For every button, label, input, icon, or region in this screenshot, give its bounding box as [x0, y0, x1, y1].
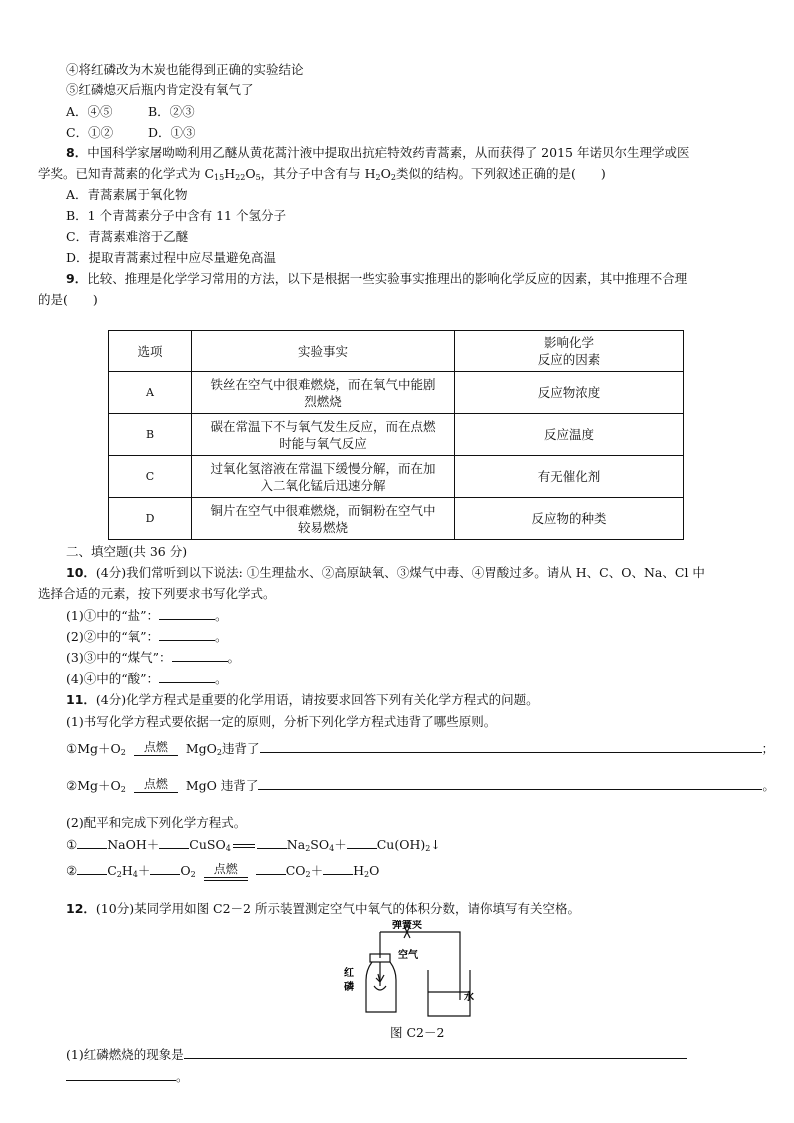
sub: 2 [390, 173, 396, 182]
row-fact-1: 铜片在空气中很难燃烧，而铜粉在空气中 [210, 502, 436, 518]
q11-part2: (2)配平和完成下列化学方程式。 [66, 815, 247, 830]
q10-part3-label: (3)③中的“煤气”： [66, 650, 172, 665]
row-fact-1: 铁丝在空气中很难燃烧，而在氧气中能剧 [210, 376, 436, 392]
b1-so: SO [310, 837, 330, 852]
equation-bar [134, 792, 178, 795]
header-factor [455, 331, 684, 372]
row-fact [192, 414, 455, 456]
plus: ＋ [137, 863, 151, 878]
q12-line1 [66, 900, 580, 917]
row-fact-2: 烈燃烧 [304, 393, 342, 409]
q9-number: 9． [66, 271, 88, 286]
q9-line1 [66, 270, 687, 287]
q7-item4: ④将红磷改为木炭也能得到正确的实验结论 [66, 62, 304, 77]
b2-h2: H [353, 863, 365, 878]
header-factor-2: 反应的因素 [537, 352, 601, 367]
row-fact [192, 498, 455, 540]
section-title: 二、填空题(共 36 分) [66, 544, 188, 559]
sub: 2 [305, 844, 311, 853]
coefficient-blank[interactable] [77, 836, 107, 849]
table-header-row [109, 331, 684, 372]
eq2-reactants: ②Mg＋O [66, 778, 121, 793]
eq2-product: MgO 违背了 [185, 778, 259, 793]
q11-balance-1 [66, 836, 441, 853]
period: 。 [215, 608, 228, 623]
row-option: D [109, 498, 192, 540]
b2-o-water: O [369, 863, 380, 878]
sub: 2 [425, 844, 431, 853]
q8-text2a: 学奖。已知青蒿素的化学式为 C [38, 166, 215, 181]
elem: O [245, 166, 256, 181]
q11-line1 [66, 691, 539, 708]
row-fact [192, 456, 455, 498]
sub: 2 [364, 870, 370, 879]
sub: 2 [190, 870, 196, 879]
eq1-product: MgO [185, 741, 217, 756]
row-fact-1: 碳在常温下不与氧气发生反应，而在点燃 [210, 418, 436, 434]
label-water: 水 [464, 992, 474, 1003]
coefficient-blank[interactable] [159, 836, 189, 849]
b2-h: H [121, 863, 133, 878]
q10-part1-label: (1)①中的“盐”： [66, 608, 159, 623]
table-row [109, 498, 684, 540]
q10-part2-label: (2)②中的“氧”： [66, 629, 159, 644]
q10-line1 [66, 564, 705, 581]
b2-index: ② [66, 863, 78, 878]
row-factor: 有无催化剂 [455, 456, 684, 498]
condition-text: 点燃 [213, 861, 238, 876]
sub: 2 [120, 748, 126, 757]
condition-text: 点燃 [143, 777, 168, 791]
elem: H [224, 166, 236, 181]
b2-co: CO [285, 863, 306, 878]
answer-blank[interactable] [159, 607, 215, 620]
gas-bottle [366, 962, 396, 1012]
q11-equation-2 [66, 775, 775, 797]
precipitate-arrow-icon: ↓ [430, 837, 441, 852]
q7-option-b: B．②③ [148, 104, 195, 119]
q8-text2c: 类似的结构。下列叙述正确的是( ) [395, 166, 606, 181]
header-fact: 实验事实 [192, 331, 455, 372]
q10-part4-label: (4)④中的“酸”： [66, 671, 159, 686]
b1-cuso: CuSO [189, 837, 226, 852]
q8-option-c: C．青蒿素难溶于乙醚 [66, 229, 189, 244]
sub: 4 [329, 844, 335, 853]
sub: 22 [235, 173, 246, 182]
q8-option-b: B．1 个青蒿素分子中含有 11 个氢分子 [66, 208, 286, 223]
sub: 2 [375, 173, 381, 182]
row-option: A [109, 372, 192, 414]
elem: O [380, 166, 391, 181]
sub: 5 [255, 173, 261, 182]
sub: 15 [214, 173, 225, 182]
b2-c: C [107, 863, 117, 878]
label-red-phosphorus-1: 红 [344, 968, 354, 979]
q8-option-a: A．青蒿素属于氧化物 [66, 187, 188, 202]
sub: 2 [305, 870, 311, 879]
period: 。 [227, 650, 241, 665]
row-fact-1: 过氧化氢溶液在常温下缓慢分解，而在加 [210, 460, 436, 476]
b1-naoh: NaOH＋ [107, 837, 160, 852]
q11-number: 11． [66, 692, 96, 707]
q10-number: 10． [66, 565, 96, 580]
combustion-spoon [374, 986, 386, 990]
coefficient-blank[interactable] [347, 836, 377, 849]
q11-line2: (1)书写化学方程式要依据一定的原则，分析下列化学方程式违背了哪些原则。 [66, 714, 497, 729]
q9-line2: 的是( ) [38, 292, 98, 307]
reaction-condition [134, 778, 178, 795]
row-fact-2: 入二氧化锰后迅速分解 [260, 477, 386, 493]
q7-option-c: C．①② [66, 125, 114, 140]
sub: 2 [116, 870, 122, 879]
q11-equation-1 [66, 738, 774, 760]
q9-text: 比较、推理是化学学习常用的方法，以下是根据一些实验事实推理出的影响化学反应的因素，其中推理不合理 [87, 271, 688, 286]
coefficient-blank[interactable] [257, 836, 287, 849]
q7-option-d: D．①③ [148, 125, 196, 140]
answer-blank[interactable] [66, 1068, 176, 1081]
header-factor-1: 影响化学 [543, 335, 594, 350]
row-factor: 反应物的种类 [455, 498, 684, 540]
answer-blank[interactable] [260, 740, 762, 753]
label-spring-clamp: 弹簧夹 [392, 920, 422, 931]
q10-line2: 选择合适的元素，按下列要求书写化学式。 [38, 586, 276, 601]
q9-table [108, 330, 684, 540]
row-fact [192, 372, 455, 414]
period: 。 [176, 1069, 189, 1084]
label-air: 空气 [398, 950, 418, 961]
answer-blank[interactable] [184, 1046, 687, 1059]
q10-part1 [66, 607, 228, 624]
sub: 2 [120, 785, 126, 794]
q7-option-a: A．④⑤ [66, 104, 113, 119]
row-factor: 反应物浓度 [455, 372, 684, 414]
answer-blank[interactable] [159, 670, 215, 683]
q10-part3 [66, 649, 240, 666]
answer-blank[interactable] [258, 777, 762, 790]
period: 。 [215, 671, 228, 686]
semicolon: ； [761, 741, 775, 756]
q12-part1 [66, 1046, 687, 1063]
plus: ＋ [310, 863, 324, 878]
condition-text: 点燃 [143, 740, 168, 754]
coefficient-blank[interactable] [150, 862, 180, 875]
b1-na: Na [286, 837, 306, 852]
q10-part2 [66, 628, 228, 645]
answer-blank[interactable] [172, 649, 228, 662]
sub: 4 [225, 844, 231, 853]
q8-text2b: ，其分子中含有与 H [260, 166, 376, 181]
q12-text: (10分)某同学用如图 C2－2 所示装置测定空气中氧气的体积分数，请你填写有关空格。 [95, 901, 580, 916]
table-row [109, 414, 684, 456]
table-row [109, 372, 684, 414]
q11-balance-2 [66, 860, 379, 882]
equals-sign [233, 844, 255, 848]
q8-line1 [66, 144, 689, 161]
reaction-condition [134, 741, 178, 758]
b2-o: O [180, 863, 191, 878]
q8-number: 8． [66, 145, 88, 160]
row-option: B [109, 414, 192, 456]
table-row [109, 456, 684, 498]
q12-part1-cont [66, 1068, 189, 1085]
eq1-reactants: ①Mg＋O [66, 741, 121, 756]
row-factor: 反应温度 [455, 414, 684, 456]
answer-blank[interactable] [159, 628, 215, 641]
row-option: C [109, 456, 192, 498]
q8-text: 中国科学家屠呦呦利用乙醚从黄花蒿汁液中提取出抗疟特效药青蒿素，从而获得了 2015 年诺贝尔生理学或医 [87, 145, 690, 160]
equation-bar [134, 755, 178, 758]
plus: ＋ [334, 837, 347, 852]
q8-option-d: D．提取青蒿素过程中应尽量避免高温 [66, 250, 277, 265]
coefficient-blank[interactable] [77, 862, 107, 875]
apparatus-figure [340, 920, 480, 1020]
row-fact-2: 较易燃烧 [297, 519, 348, 535]
row-fact-2: 时能与氧气反应 [279, 435, 367, 451]
q7-item5: ⑤红磷熄灭后瓶内肯定没有氧气了 [66, 82, 254, 97]
equation-bar [204, 877, 248, 881]
coefficient-blank[interactable] [256, 862, 286, 875]
period: 。 [762, 778, 775, 793]
sub: 4 [132, 870, 138, 879]
q12-part1-label: (1)红磷燃烧的现象是 [66, 1047, 184, 1062]
q10-part4 [66, 670, 228, 687]
reaction-condition [204, 863, 248, 881]
sub: 2 [216, 748, 222, 757]
eq1-tail: 违背了 [221, 741, 260, 756]
q10-text: (4分)我们常听到以下说法: ①生理盐水、②高原缺氧、③煤气中毒、④胃酸过多。请从 H、C、O、Na、Cl 中 [95, 565, 705, 580]
label-red-phosphorus-2: 磷 [344, 982, 354, 993]
q11-text: (4分)化学方程式是重要的化学用语，请按要求回答下列有关化学方程式的问题。 [95, 692, 539, 707]
coefficient-blank[interactable] [323, 862, 353, 875]
figure-caption: 图 C2－2 [390, 1025, 445, 1040]
header-option: 选项 [109, 331, 192, 372]
period: 。 [215, 629, 228, 644]
q8-line2 [38, 165, 606, 182]
b1-index: ① [66, 837, 78, 852]
b1-cuoh: Cu(OH) [376, 837, 426, 852]
q12-number: 12． [66, 901, 96, 916]
